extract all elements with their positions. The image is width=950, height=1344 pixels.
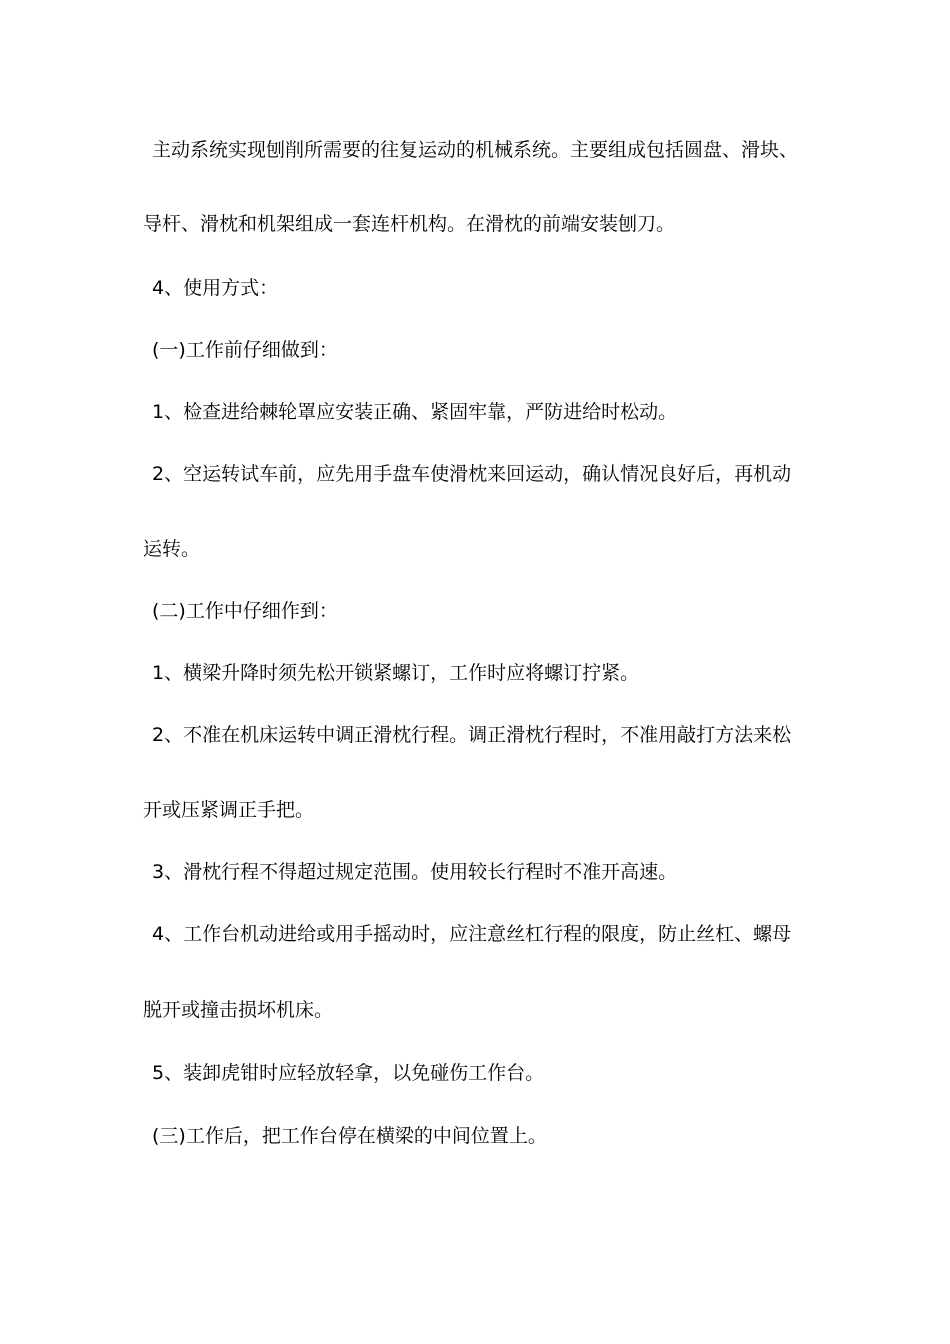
list-item-before-2: 2、空运转试车前，应先用手盘车使滑枕来回运动，确认情况良好后，再机动 <box>152 463 792 485</box>
list-item-during-5: 5、装卸虎钳时应轻放轻拿，以免碰伤工作台。 <box>152 1062 545 1084</box>
paragraph-line-1: 主动系统实现刨削所需要的往复运动的机械系统。主要组成包括圆盘、滑块、 <box>152 139 799 161</box>
list-item-before-2-continued: 运转。 <box>143 538 201 560</box>
subsection-heading-during-work: (二)工作中仔细作到： <box>152 600 338 622</box>
list-item-during-1: 1、横梁升降时须先松开锁紧螺订，工作时应将螺订拧紧。 <box>152 662 640 684</box>
section-heading-usage: 4、使用方式： <box>152 277 279 299</box>
subsection-heading-after-work: (三)工作后，把工作台停在横梁的中间位置上。 <box>152 1125 547 1147</box>
list-item-before-1: 1、检查进给棘轮罩应安装正确、紧固牢靠，严防进给时松动。 <box>152 401 678 423</box>
list-item-during-4: 4、工作台机动进给或用手摇动时，应注意丝杠行程的限度，防止丝杠、螺母 <box>152 923 792 945</box>
paragraph-line-2: 导杆、滑枕和机架组成一套连杆机构。在滑枕的前端安装刨刀。 <box>143 213 676 235</box>
list-item-during-4-continued: 脱开或撞击损坏机床。 <box>143 999 334 1021</box>
subsection-heading-before-work: (一)工作前仔细做到： <box>152 339 338 361</box>
list-item-during-2: 2、不准在机床运转中调正滑枕行程。调正滑枕行程时，不准用敲打方法来松 <box>152 724 792 746</box>
list-item-during-3: 3、滑枕行程不得超过规定范围。使用较长行程时不准开高速。 <box>152 861 678 883</box>
list-item-during-2-continued: 开或压紧调正手把。 <box>143 799 315 821</box>
